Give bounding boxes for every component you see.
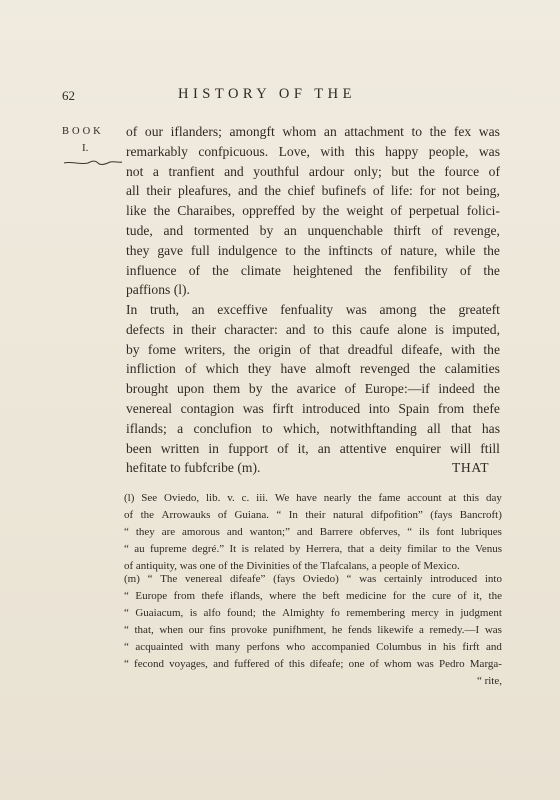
footnote-l xyxy=(124,490,502,575)
footnote-line: “ au fupreme degré.” It is related by Herrera, that a deity fimilar to the Venus xyxy=(124,543,502,555)
footnote-line: “ rite, xyxy=(476,675,502,687)
text-line: hefitate to fubfcribe (m). xyxy=(126,460,261,476)
paragraph-2 xyxy=(126,300,500,478)
footnote-line: of antiquity, was one of the Divinities of the Tlafcalans, a people of Mexico. xyxy=(124,560,460,572)
text-line: iflands; a conclufion to which, notwithftanding all that has xyxy=(126,420,500,436)
margin-book-label: BOOK xyxy=(62,126,104,137)
footnote-line: “ that, when our fins provoke punifhment, he fends likewife a remedy.—I was xyxy=(124,624,502,636)
page-number: 62 xyxy=(62,88,75,103)
text-line: like the Charaibes, oppreffed by the weight of perpetual folici- xyxy=(126,203,500,219)
footnote-line: “ they are amorous and wanton;” and Barrere obferves, “ ils font lubriques xyxy=(124,526,502,538)
margin-ornament-flourish xyxy=(62,158,124,168)
catchword: THAT xyxy=(452,460,490,475)
footnote-line: (l) See Oviedo, lib. v. c. iii. We have nearly the fame account at this day xyxy=(124,492,502,504)
text-line: not a tranfient and youthful ardour only; but the fource of xyxy=(126,163,500,179)
text-line: tude, and tormented by an unquenchable thirft of revenge, xyxy=(126,222,500,238)
paragraph-1 xyxy=(126,122,500,300)
text-line: infliction of which they have almoft revenged the calamities xyxy=(126,361,500,377)
text-line: been written in fupport of it, an attentive enquirer will ftill xyxy=(126,440,500,456)
text-line: paffions (l). xyxy=(126,282,190,298)
text-line: remarkably confpicuous. Love, with this happy people, was xyxy=(126,143,500,159)
text-line: brought upon them by the avarice of Europe:—if indeed the xyxy=(126,381,500,397)
footnote-line: of the Arrowauks of Guiana. “ In their natural difpofition” (fays Bancroft) xyxy=(124,509,502,521)
text-line: defects in their character: and to this caufe alone is imputed, xyxy=(126,321,500,337)
footnote-line: (m) “ The venereal difeafe” (fays Oviedo) “ was certainly introduced into xyxy=(124,573,502,585)
footnote-line: “ Guaiacum, is alfo found; the Almighty fo remembering mercy in judgment xyxy=(124,607,502,619)
text-line: of our iflanders; amongft whom an attachment to the fex was xyxy=(126,124,500,139)
footnote-line: “ Europe from thefe iflands, where the beft medicine for the cure of it, the xyxy=(124,590,502,602)
margin-book-numeral: I. xyxy=(82,142,89,154)
text-line: venereal contagion was firft introduced into Spain from thefe xyxy=(126,400,500,416)
text-line: they gave full indulgence to the inftincts of nature, while the xyxy=(126,242,500,258)
text-line: all their pleafures, and the chief bufinefs of life: for not being, xyxy=(126,183,500,199)
footnote-m xyxy=(124,571,502,690)
running-head: HISTORY OF THE xyxy=(178,86,356,102)
footnote-line: “ acquainted with many perfons who accompanied Columbus in his firft and xyxy=(124,641,502,653)
text-line: by fome writers, the origin of that dreadful difeafe, with the xyxy=(126,341,500,357)
text-line: In truth, an exceffive fenfuality was among the greateft xyxy=(126,302,500,317)
footnote-line: “ fecond voyages, and fuffered of this difeafe; one of whom was Pedro Marga- xyxy=(124,658,502,670)
text-line: influence of the climate heightened the fenfibility of the xyxy=(126,262,500,278)
